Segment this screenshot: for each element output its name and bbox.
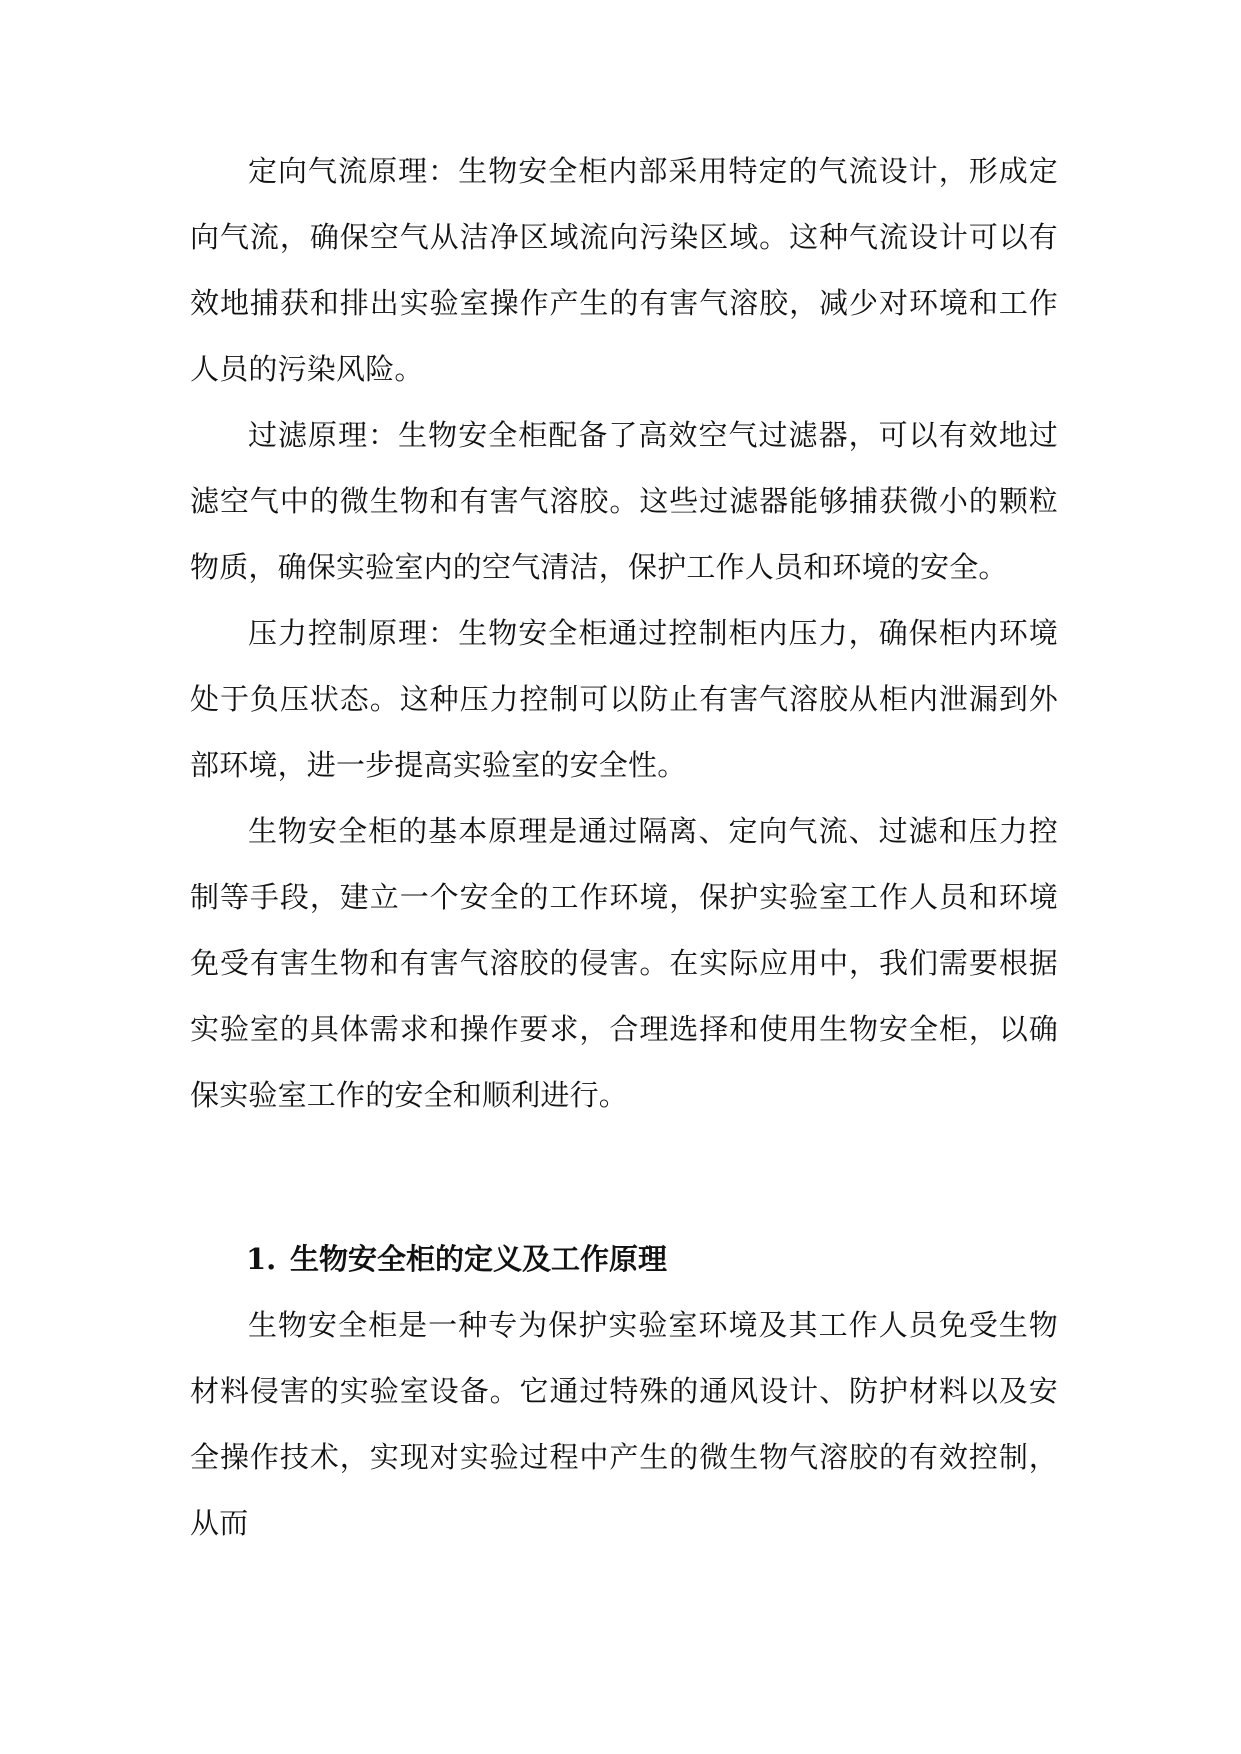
paragraph-filtration: 过滤原理：生物安全柜配备了高效空气过滤器，可以有效地过滤空气中的微生物和有害气溶胶。这些过滤器能够捕获微小的颗粒物质，确保实验室内的空气清洁，保护工作人员和环境的安全。 — [190, 418, 1058, 584]
paragraph-directional-airflow: 定向气流原理：生物安全柜内部采用特定的气流设计，形成定向气流，确保空气从洁净区域流向污染区域。这种气流设计可以有效地捕获和排出实验室操作产生的有害气溶胶，减少对环境和工作人员的污染风险。 — [190, 154, 1058, 386]
section-title: 生物安全柜的定义及工作原理 — [290, 1242, 668, 1276]
paragraph-basic-principle-summary: 生物安全柜的基本原理是通过隔离、定向气流、过滤和压力控制等手段，建立一个安全的工作环境，保护实验室工作人员和环境免受有害生物和有害气溶胶的侵害。在实际应用中，我们需要根据实验室的具体需求和操作要求，合理选择和使用生物安全柜，以确保实验室工作的安全和顺利进行。 — [190, 814, 1058, 1112]
paragraph-pressure-control: 压力控制原理：生物安全柜通过控制柜内压力，确保柜内环境处于负压状态。这种压力控制可以防止有害气溶胶从柜内泄漏到外部环境，进一步提高实验室的安全性。 — [190, 616, 1058, 782]
section-number: 1. — [246, 1242, 277, 1276]
paragraph-definition: 生物安全柜是一种专为保护实验室环境及其工作人员免受生物材料侵害的实验室设备。它通过特殊的通风设计、防护材料以及安全操作技术，实现对实验过程中产生的微生物气溶胶的有效控制，从而 — [190, 1308, 1058, 1540]
section-heading — [246, 1226, 1058, 1292]
